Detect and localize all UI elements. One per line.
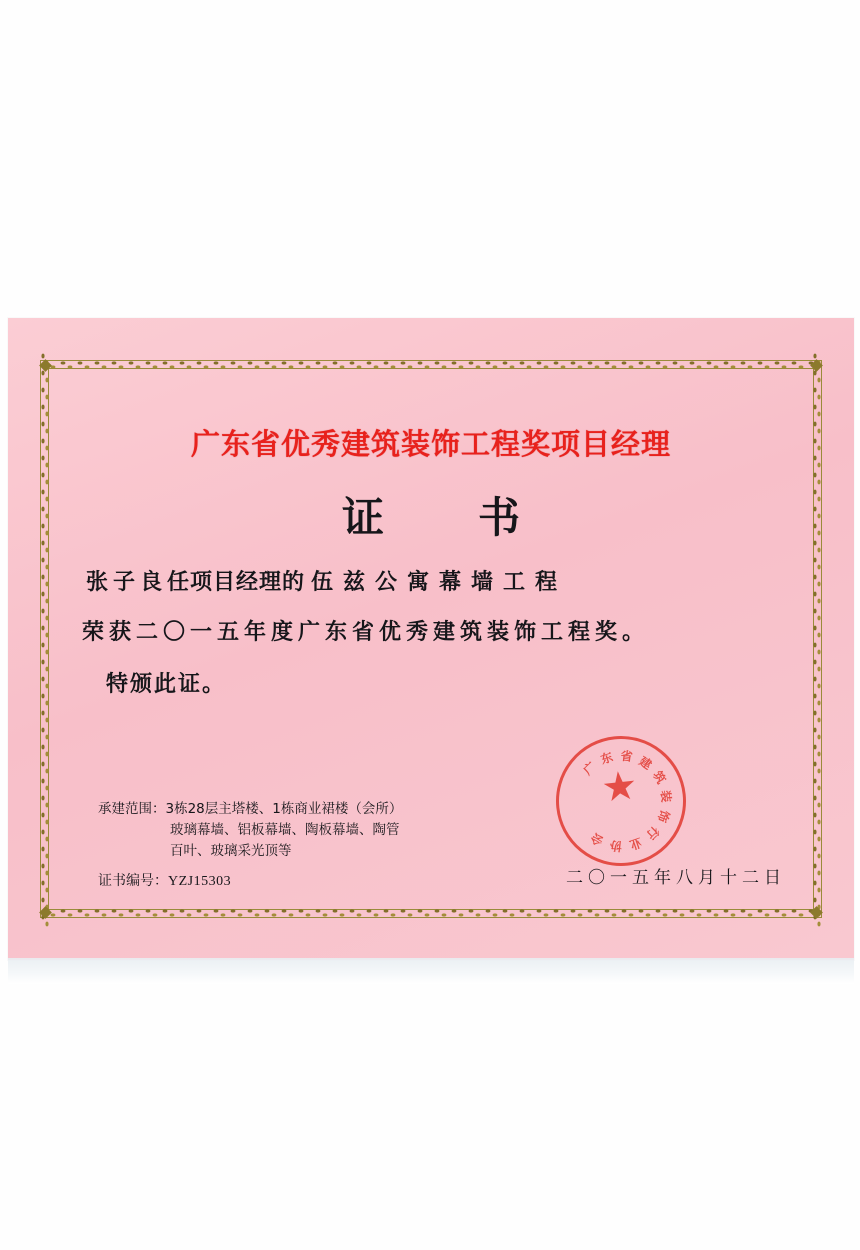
award-title: 广东省优秀建筑装饰工程奖项目经理 <box>190 427 671 461</box>
official-seal-stamp: 广 东 省 建 筑 装 饰 行 业 协 会 ★ <box>550 730 693 873</box>
certificate-number-label: 证书编号： <box>98 873 168 889</box>
seal-ring-text: 广 东 省 建 筑 装 饰 行 业 协 会 <box>580 748 674 854</box>
scope-text-1: 3栋28层主塔楼、1栋商业裙楼（会所） <box>165 801 403 818</box>
scan-shadow-band <box>8 958 854 984</box>
issuance-statement-line: 特颁此证。 <box>106 672 227 698</box>
project-name: 伍兹公寓幕墙工程 <box>311 570 568 595</box>
scope-row <box>98 841 798 862</box>
certificate-content <box>64 384 798 894</box>
scope-label: 承建范围： <box>98 801 166 818</box>
scope-text-2: 玻璃幕墙、铝板幕墙、陶板幕墙、陶管 <box>170 822 400 839</box>
recipient-name: 张子良 <box>86 570 168 595</box>
award-statement-line: 荣获二〇一五年度广东省优秀建筑装饰工程奖。 <box>82 620 650 646</box>
issue-date: 二〇一五年八月十二日 <box>566 868 786 888</box>
scope-row <box>98 799 798 820</box>
recipient-line <box>64 571 798 595</box>
scope-row <box>98 820 798 841</box>
certificate-heading: 证 书 <box>341 493 546 542</box>
certificate-footer <box>64 748 798 890</box>
certificate-sheet <box>8 318 854 960</box>
certificate-number-value: YZJ15303 <box>168 874 232 889</box>
recipient-role-text: 任项目经理的 <box>167 570 306 595</box>
scope-text-3: 百叶、玻璃采光顶等 <box>170 843 292 860</box>
